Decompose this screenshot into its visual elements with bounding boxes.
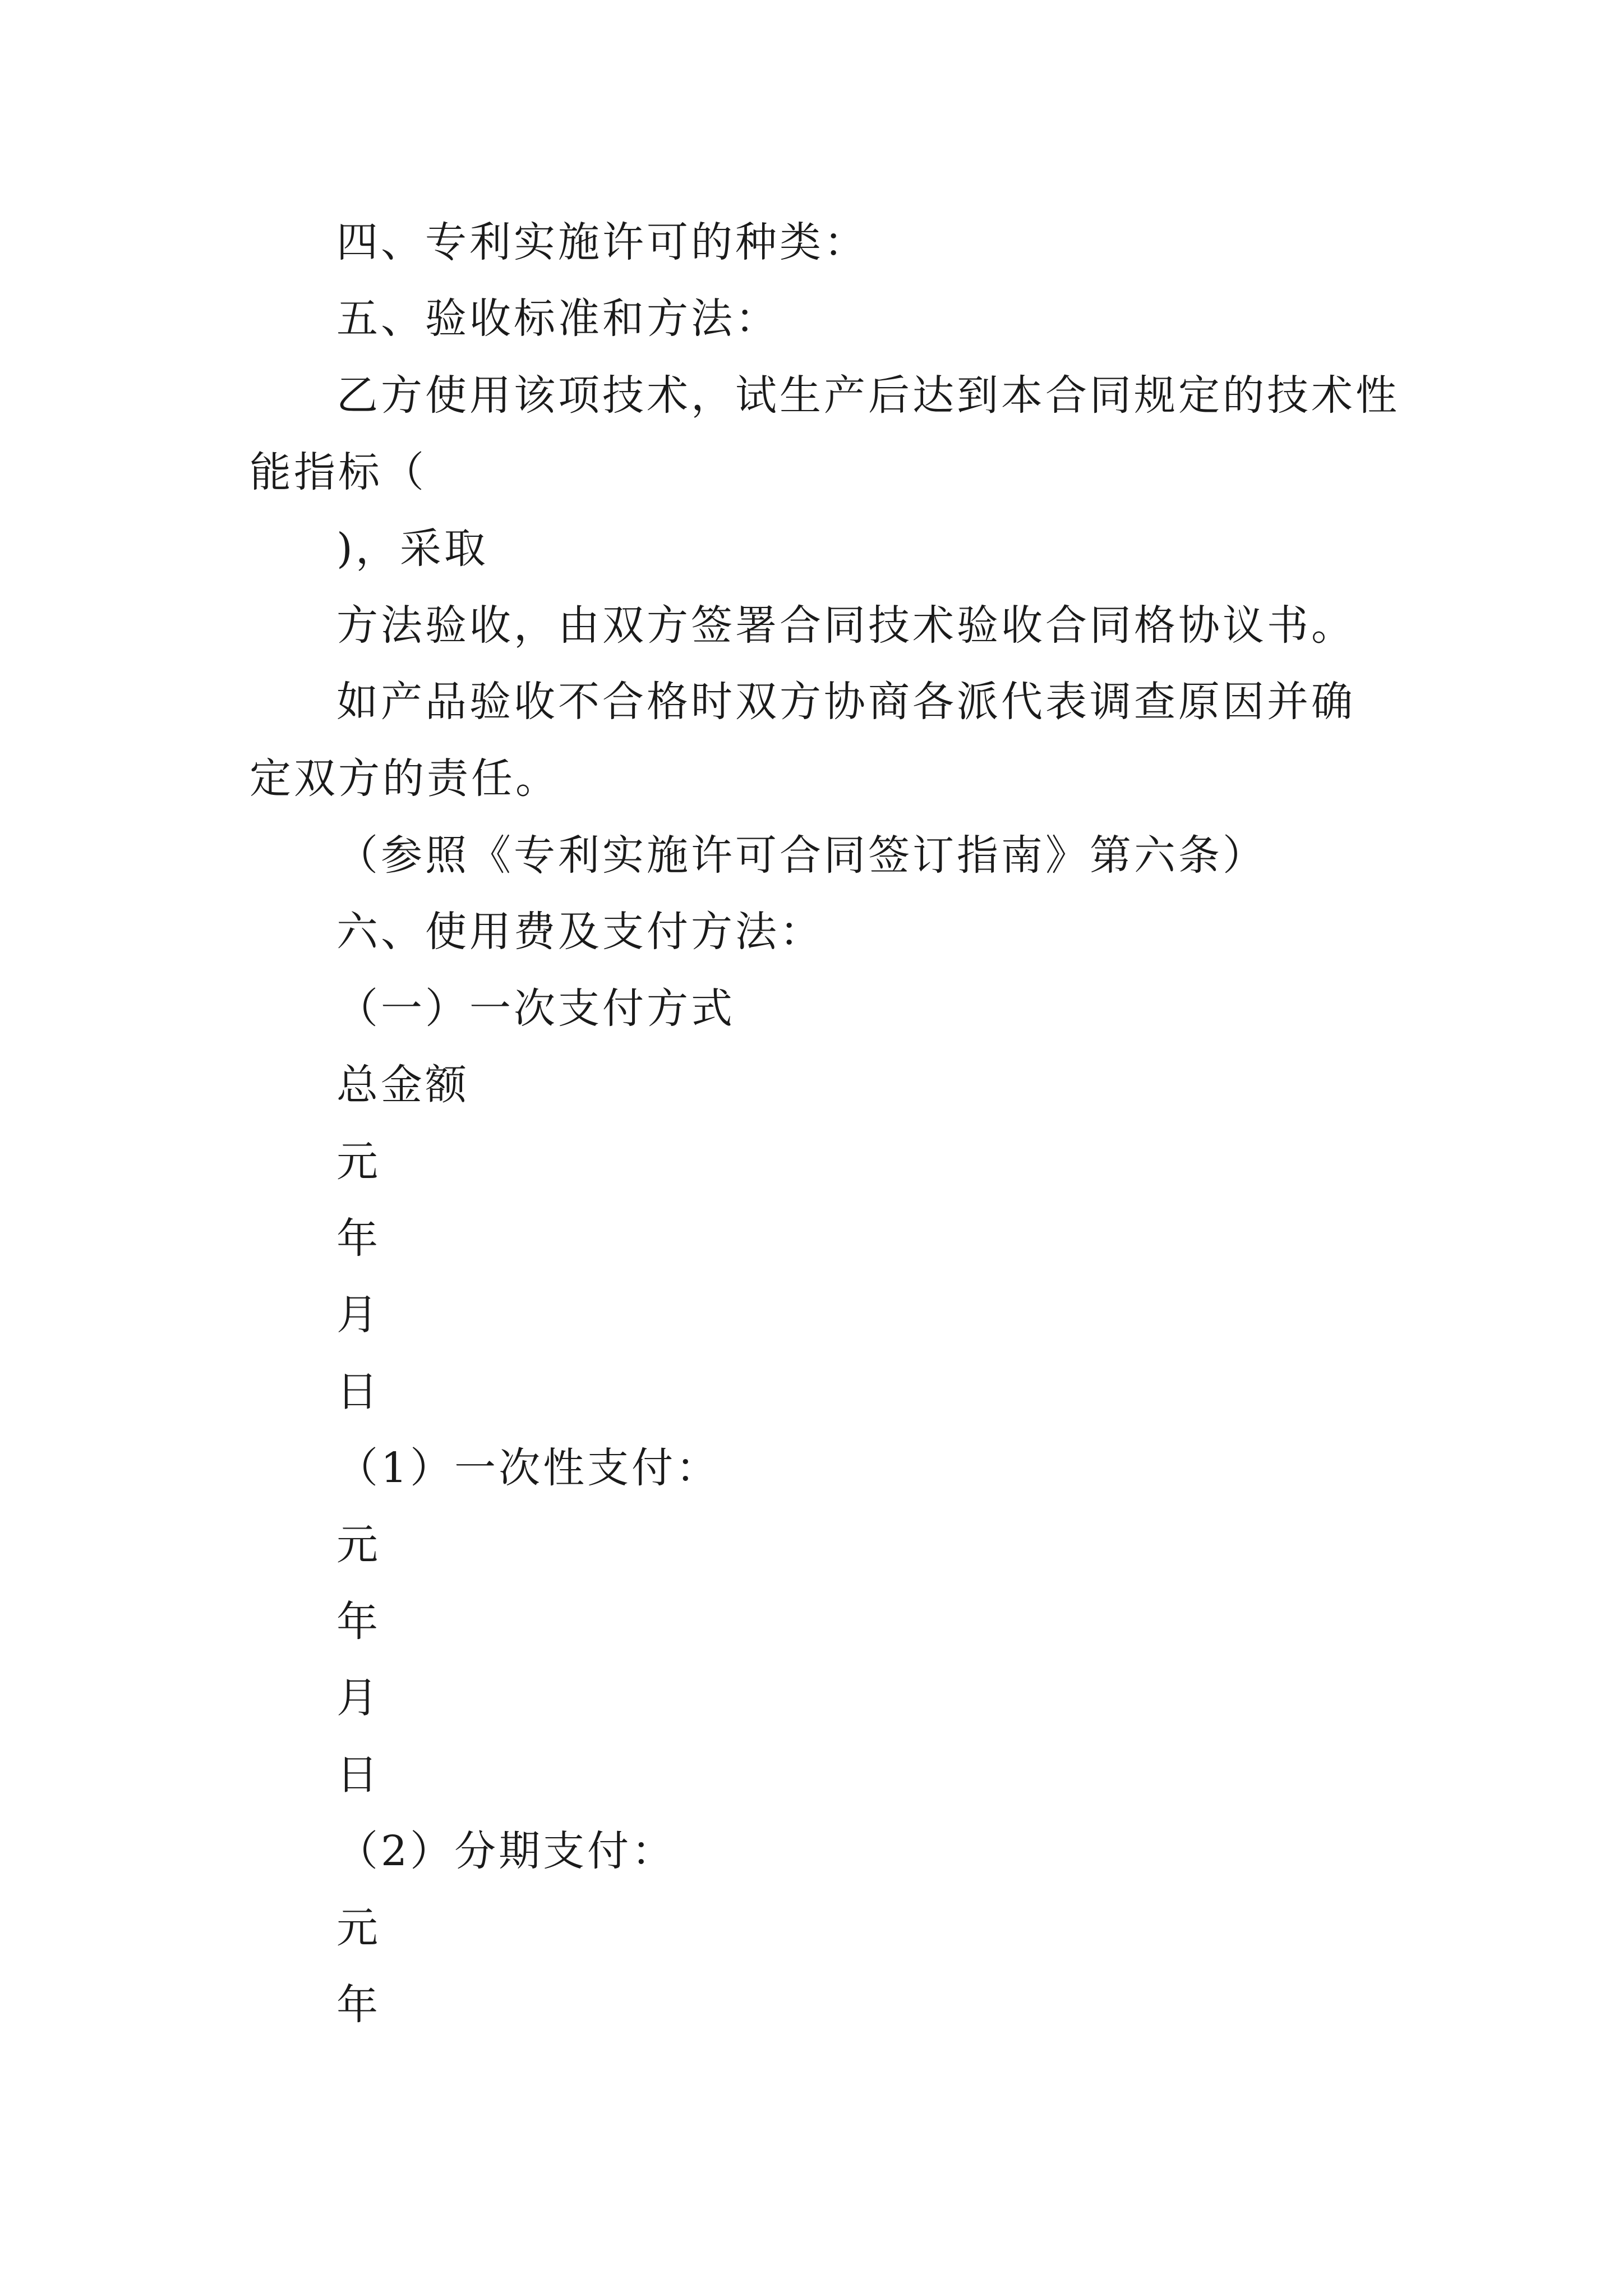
- paragraph-line: )，采取: [336, 524, 488, 573]
- month-label: 月: [336, 1291, 381, 1339]
- yuan-label: 元: [336, 1138, 381, 1186]
- paragraph-line: 能指标（: [250, 448, 427, 496]
- installment-heading: （2）分期支付：: [336, 1827, 676, 1875]
- year-label: 年: [336, 1598, 381, 1646]
- paragraph-line: 乙方使用该项技术，试生产后达到本合同规定的技术性: [336, 371, 1400, 420]
- section-4-heading: 四、专利实施许可的种类：: [336, 218, 868, 266]
- year-label: 年: [336, 1981, 381, 2029]
- one-time-payment-heading: （1）一次性支付：: [336, 1444, 721, 1492]
- subsection-heading: （一）一次支付方式: [336, 984, 735, 1033]
- month-label: 月: [336, 1674, 381, 1722]
- paragraph-line: 如产品验收不合格时双方协商各派代表调查原因并确: [336, 678, 1355, 726]
- paragraph-line: 方法验收，由双方签署合同技术验收合同格协议书。: [336, 601, 1355, 650]
- section-5-heading: 五、验收标准和方法：: [336, 295, 780, 343]
- total-amount-label: 总金额: [336, 1061, 469, 1109]
- section-6-heading: 六、使用费及支付方法：: [336, 908, 824, 956]
- day-label: 日: [336, 1751, 381, 1799]
- yuan-label: 元: [336, 1521, 381, 1569]
- reference-note: （参照《专利实施许可合同签订指南》第六条）: [336, 831, 1267, 880]
- yuan-label: 元: [336, 1904, 381, 1952]
- year-label: 年: [336, 1214, 381, 1263]
- day-label: 日: [336, 1368, 381, 1416]
- paragraph-line: 定双方的责任。: [250, 754, 560, 803]
